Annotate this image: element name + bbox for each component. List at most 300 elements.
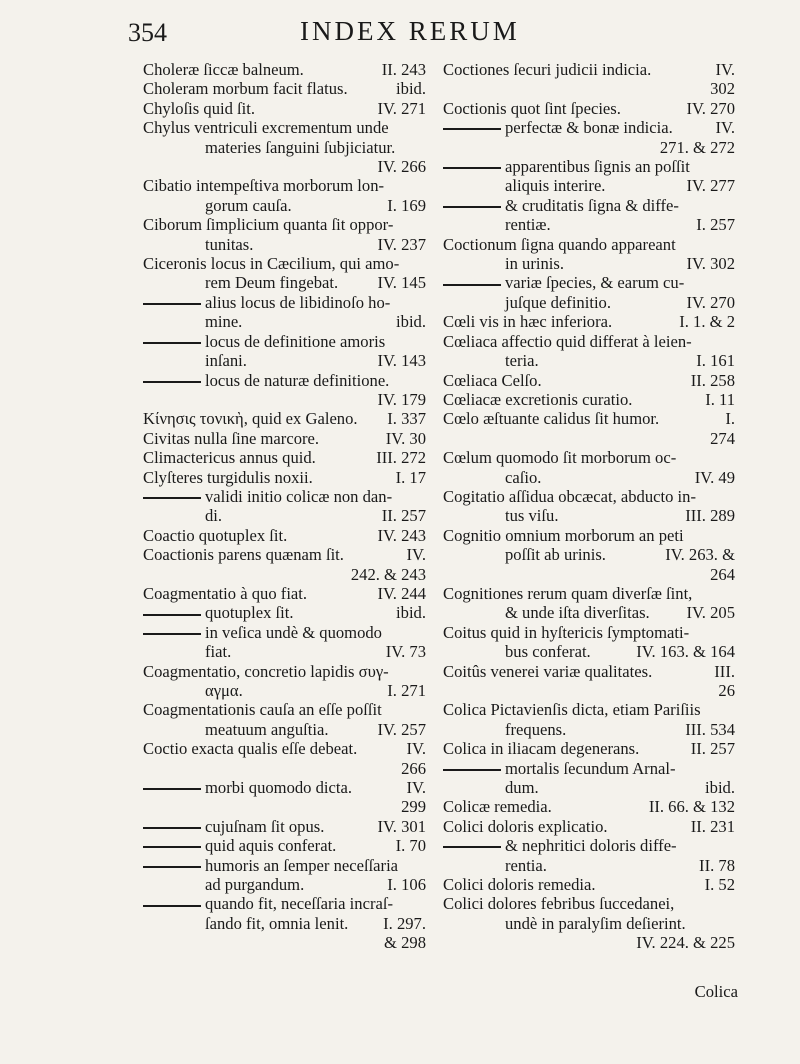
entry-text bbox=[143, 215, 393, 234]
entry-line bbox=[443, 351, 735, 370]
entry-label: Cœliaca affectio quid differat à leien- bbox=[443, 331, 692, 351]
ditto-dash bbox=[443, 284, 501, 286]
entry-line bbox=[443, 623, 735, 642]
entry-text bbox=[505, 176, 605, 195]
ditto-dash bbox=[143, 342, 201, 344]
entry-line bbox=[143, 429, 426, 448]
entry-line bbox=[143, 409, 426, 428]
index-entry bbox=[143, 817, 426, 836]
entry-text bbox=[143, 603, 294, 622]
entry-line bbox=[143, 875, 426, 894]
entry-line bbox=[143, 700, 426, 719]
index-entry bbox=[143, 371, 426, 410]
entry-text bbox=[143, 623, 382, 642]
index-entry bbox=[143, 836, 426, 855]
entry-label: rentiæ. bbox=[505, 215, 551, 235]
entry-label: in veſica undè & quomodo bbox=[205, 622, 382, 642]
entry-label: gorum cauſa. bbox=[205, 195, 292, 215]
index-entry bbox=[443, 875, 735, 894]
index-entry bbox=[143, 739, 426, 778]
entry-text bbox=[205, 312, 242, 331]
page-reference: II. 257 bbox=[690, 739, 735, 759]
entry-line bbox=[443, 99, 735, 118]
page-reference: 299 bbox=[401, 797, 426, 817]
index-entry bbox=[443, 526, 735, 584]
entry-line bbox=[143, 603, 426, 622]
page-reference: I. 297. bbox=[383, 913, 426, 933]
entry-text bbox=[443, 99, 621, 118]
entry-label: Coctionis quot ſint ſpecies. bbox=[443, 98, 621, 118]
entry-line bbox=[143, 390, 426, 409]
page-number: 354 bbox=[128, 18, 167, 47]
entry-line bbox=[143, 468, 426, 487]
index-entry bbox=[443, 836, 735, 875]
entry-line bbox=[143, 448, 426, 467]
entry-line bbox=[443, 371, 735, 390]
index-entry bbox=[443, 371, 735, 390]
entry-text bbox=[505, 293, 611, 312]
entry-label: Cœliaca Celſo. bbox=[443, 370, 542, 390]
page-reference: I. 257 bbox=[696, 215, 735, 235]
entry-text bbox=[443, 817, 608, 836]
entry-line bbox=[143, 739, 426, 758]
entry-text bbox=[143, 739, 357, 758]
page-reference: 274 bbox=[710, 428, 735, 448]
page-reference: I. 11 bbox=[705, 389, 735, 409]
entry-text bbox=[443, 371, 542, 390]
entry-label: validi initio colicæ non dan- bbox=[205, 486, 393, 506]
entry-label: Cœli vis in hæc inferiora. bbox=[443, 312, 613, 332]
entry-label: bus conferat. bbox=[505, 642, 591, 662]
page-reference: IV. 257 bbox=[377, 719, 426, 739]
entry-line bbox=[443, 565, 735, 584]
page-reference: IV. bbox=[715, 118, 735, 138]
entry-label: Coagmentatio à quo fiat. bbox=[143, 583, 308, 603]
entry-text bbox=[143, 99, 255, 118]
entry-text bbox=[205, 681, 243, 700]
entry-line bbox=[443, 215, 735, 234]
entry-line bbox=[443, 254, 735, 273]
entry-label: di. bbox=[205, 506, 223, 526]
index-entry bbox=[443, 390, 735, 409]
entry-line bbox=[143, 176, 426, 195]
entry-label: apparentibus ſignis an poſſit bbox=[505, 157, 690, 177]
entry-line bbox=[143, 545, 426, 564]
entry-text bbox=[143, 429, 319, 448]
entry-text bbox=[143, 293, 390, 312]
entry-label: tunitas. bbox=[205, 234, 254, 254]
entry-line bbox=[143, 351, 426, 370]
entry-line bbox=[443, 739, 735, 758]
page-reference: & 298 bbox=[384, 933, 426, 953]
page-header bbox=[0, 14, 800, 50]
entry-line bbox=[443, 856, 735, 875]
entry-text bbox=[443, 797, 552, 816]
page-reference: I. 1. & 2 bbox=[679, 312, 735, 332]
entry-text bbox=[143, 79, 348, 98]
index-entry bbox=[143, 700, 426, 739]
entry-label: Colici doloris explicatio. bbox=[443, 816, 608, 836]
entry-line bbox=[143, 817, 426, 836]
entry-text bbox=[205, 914, 348, 933]
index-entry bbox=[443, 448, 735, 487]
entry-text bbox=[205, 273, 338, 292]
entry-line bbox=[443, 759, 735, 778]
page-reference: IV. 143 bbox=[377, 351, 426, 371]
entry-line bbox=[443, 390, 735, 409]
ditto-dash bbox=[143, 788, 201, 790]
entry-text bbox=[505, 720, 566, 739]
entry-label: Coctiones ſecuri judicii indicia. bbox=[443, 60, 652, 79]
entry-text bbox=[505, 351, 539, 370]
entry-text bbox=[443, 60, 651, 79]
index-entry bbox=[143, 254, 426, 293]
entry-label: Colica in iliacam degenerans. bbox=[443, 739, 640, 759]
entry-line bbox=[443, 603, 735, 622]
entry-label: variæ ſpecies, & earum cu- bbox=[505, 273, 685, 293]
entry-label: Coactionis parens quænam ſit. bbox=[143, 545, 344, 565]
entry-text bbox=[505, 778, 539, 797]
index-entry bbox=[443, 409, 735, 448]
entry-line bbox=[143, 254, 426, 273]
entry-text bbox=[505, 506, 558, 525]
entry-label: Colici doloris remedia. bbox=[443, 875, 596, 895]
entry-label: Clyſteres turgidulis noxii. bbox=[143, 467, 313, 487]
entry-label: quid aquis conferat. bbox=[205, 836, 337, 856]
entry-text bbox=[443, 526, 684, 545]
page-reference: IV. 270 bbox=[686, 98, 735, 118]
page-reference: IV. bbox=[406, 739, 426, 759]
index-entry bbox=[443, 584, 735, 623]
entry-text bbox=[205, 720, 329, 739]
index-entry bbox=[143, 468, 426, 487]
page-reference: IV. bbox=[715, 60, 735, 79]
entry-text bbox=[143, 526, 287, 545]
entry-line bbox=[143, 273, 426, 292]
entry-text bbox=[505, 914, 686, 933]
index-entry bbox=[443, 235, 735, 274]
index-entry bbox=[443, 157, 735, 196]
entry-label: & cruditatis ſigna & diffe- bbox=[505, 195, 679, 215]
page-reference: IV. 145 bbox=[377, 273, 426, 293]
entry-label: frequens. bbox=[505, 719, 567, 739]
page-reference: 266 bbox=[401, 758, 426, 778]
entry-line bbox=[443, 642, 735, 661]
entry-label: teria. bbox=[505, 351, 539, 371]
index-entry bbox=[143, 603, 426, 622]
entry-line bbox=[443, 409, 735, 428]
page-reference: 302 bbox=[710, 79, 735, 99]
page-reference: III. bbox=[714, 661, 735, 681]
index-entry bbox=[443, 700, 735, 739]
entry-text bbox=[505, 856, 547, 875]
page-reference: 264 bbox=[710, 564, 735, 584]
entry-line bbox=[143, 99, 426, 118]
index-entry bbox=[143, 894, 426, 952]
index-entry bbox=[143, 662, 426, 701]
index-entry bbox=[143, 584, 426, 603]
entry-text bbox=[205, 235, 253, 254]
page-reference: I. 52 bbox=[704, 875, 735, 895]
entry-line bbox=[143, 526, 426, 545]
page-reference: I. 70 bbox=[395, 836, 426, 856]
running-title: INDEX RERUM bbox=[300, 16, 520, 46]
entry-line bbox=[143, 856, 426, 875]
entry-line bbox=[443, 79, 735, 98]
index-entry bbox=[443, 739, 735, 758]
ditto-dash bbox=[143, 827, 201, 829]
entry-line bbox=[143, 371, 426, 390]
ditto-dash bbox=[143, 303, 201, 305]
entry-label: & nephritici doloris diffe- bbox=[505, 836, 677, 856]
page-reference: I. 169 bbox=[387, 195, 426, 215]
entry-text bbox=[443, 739, 639, 758]
entry-label: Ciborum ſimplicium quanta ſit oppor- bbox=[143, 215, 394, 235]
page-reference: IV. 243 bbox=[377, 525, 426, 545]
entry-text bbox=[143, 332, 385, 351]
ditto-dash bbox=[143, 905, 201, 907]
entry-label: Coctionum ſigna quando appareant bbox=[443, 234, 676, 254]
page-reference: IV. bbox=[406, 778, 426, 798]
entry-line bbox=[143, 914, 426, 933]
page-reference: IV. 270 bbox=[686, 292, 735, 312]
entry-label: Choleræ ſiccæ balneum. bbox=[143, 60, 304, 79]
entry-text bbox=[143, 817, 324, 836]
entry-line bbox=[143, 836, 426, 855]
index-entry bbox=[143, 409, 426, 428]
entry-text bbox=[205, 642, 231, 661]
entry-label: tus viſu. bbox=[505, 506, 559, 526]
page-reference: II. 231 bbox=[690, 816, 735, 836]
entry-label: Coitus quid in hyſtericis ſymptomati- bbox=[443, 622, 690, 642]
entry-line bbox=[443, 914, 735, 933]
index-entry bbox=[443, 312, 735, 331]
entry-label: caſio. bbox=[505, 467, 542, 487]
entry-line bbox=[443, 720, 735, 739]
entry-text bbox=[205, 506, 222, 525]
entry-line bbox=[143, 565, 426, 584]
entry-line bbox=[143, 235, 426, 254]
page-reference: IV. 205 bbox=[686, 603, 735, 623]
ditto-dash bbox=[143, 633, 201, 635]
entry-text bbox=[143, 468, 313, 487]
page-reference: IV. 224. & 225 bbox=[636, 933, 735, 953]
page-reference: III. 534 bbox=[685, 719, 735, 739]
ditto-dash bbox=[143, 497, 201, 499]
index-entry bbox=[143, 332, 426, 371]
entry-text bbox=[505, 215, 551, 234]
entry-line bbox=[443, 273, 735, 292]
entry-label: Coagmentationis cauſa an eſſe poſſit bbox=[143, 700, 382, 720]
index-entry bbox=[143, 526, 426, 545]
entry-label: Colicæ remedia. bbox=[443, 797, 552, 817]
entry-label: locus de naturæ definitione. bbox=[205, 370, 390, 390]
entry-label: Cognitiones rerum quam diverſæ ſint, bbox=[443, 583, 693, 603]
page-reference: I. 106 bbox=[387, 875, 426, 895]
entry-label: inſani. bbox=[205, 351, 247, 371]
index-entry bbox=[143, 293, 426, 332]
page-reference: I. 271 bbox=[387, 681, 426, 700]
page-reference: IV. 301 bbox=[377, 816, 426, 836]
page-reference: II. 66. & 132 bbox=[648, 797, 735, 817]
entry-text bbox=[443, 894, 674, 913]
page-reference: I. bbox=[725, 409, 735, 429]
entry-label: perfectæ & bonæ indicia. bbox=[505, 118, 673, 138]
entry-line bbox=[443, 506, 735, 525]
entry-line bbox=[143, 196, 426, 215]
entry-line bbox=[443, 448, 735, 467]
entry-line bbox=[443, 196, 735, 215]
page-reference: IV. 73 bbox=[385, 642, 426, 662]
entry-label: Chyloſis quid ſit. bbox=[143, 98, 256, 118]
entry-line bbox=[443, 176, 735, 195]
entry-text bbox=[443, 759, 676, 778]
entry-line bbox=[443, 526, 735, 545]
entry-line bbox=[443, 797, 735, 816]
entry-line bbox=[443, 312, 735, 331]
page-reference: IV. 263. & bbox=[665, 545, 735, 565]
entry-line bbox=[143, 797, 426, 816]
entry-text bbox=[443, 487, 696, 506]
entry-label: Cœlo æſtuante calidus ſit humor. bbox=[443, 409, 660, 429]
index-entry bbox=[443, 623, 735, 662]
page-reference: III. 289 bbox=[685, 506, 735, 526]
ditto-dash bbox=[443, 128, 501, 130]
entry-text bbox=[143, 60, 304, 79]
entry-text bbox=[443, 623, 689, 642]
index-entry bbox=[443, 332, 735, 371]
entry-text bbox=[443, 118, 673, 137]
entry-line bbox=[443, 138, 735, 157]
entry-line bbox=[143, 584, 426, 603]
entry-label: rem Deum fingebat. bbox=[205, 273, 339, 293]
entry-text bbox=[443, 312, 612, 331]
entry-line bbox=[143, 312, 426, 331]
page-reference: I. 337 bbox=[387, 409, 426, 429]
entry-label: Cœliacæ excretionis curatio. bbox=[443, 389, 633, 409]
entry-text bbox=[443, 390, 632, 409]
entry-label: dum. bbox=[505, 778, 539, 798]
index-entry bbox=[143, 623, 426, 662]
entry-text bbox=[505, 545, 606, 564]
entry-line bbox=[143, 487, 426, 506]
entry-text bbox=[205, 351, 247, 370]
ditto-dash bbox=[443, 846, 501, 848]
page-reference: IV. 266 bbox=[377, 157, 426, 177]
entry-line bbox=[443, 60, 735, 79]
index-entry bbox=[443, 894, 735, 952]
entry-label: Cognitio omnium morborum an peti bbox=[443, 525, 684, 545]
entry-text bbox=[443, 875, 596, 894]
entry-text bbox=[143, 894, 393, 913]
entry-label: ſando fit, omnia lenit. bbox=[205, 913, 349, 933]
entry-text bbox=[143, 836, 336, 855]
entry-label: humoris an ſemper neceſſaria bbox=[205, 855, 399, 875]
index-entry bbox=[443, 759, 735, 798]
page-reference: IV. 302 bbox=[686, 254, 735, 274]
page-reference: IV. 163. & 164 bbox=[636, 642, 735, 662]
entry-line bbox=[443, 875, 735, 894]
entry-text bbox=[505, 468, 541, 487]
page-reference: IV. 277 bbox=[686, 176, 735, 196]
entry-text bbox=[205, 875, 304, 894]
entry-line bbox=[143, 118, 426, 137]
entry-label: Civitas nulla ſine marcore. bbox=[143, 428, 320, 448]
index-entry bbox=[143, 176, 426, 215]
entry-line bbox=[443, 662, 735, 681]
page-reference: 242. & 243 bbox=[350, 564, 426, 584]
entry-line bbox=[143, 894, 426, 913]
index-entry bbox=[143, 545, 426, 584]
index-entry bbox=[143, 429, 426, 448]
page-reference: IV. 30 bbox=[385, 428, 426, 448]
entry-label: aliquis interire. bbox=[505, 176, 606, 196]
page-reference: II. 257 bbox=[381, 506, 426, 526]
entry-label: Choleram morbum facit flatus. bbox=[143, 79, 348, 99]
entry-text bbox=[443, 196, 679, 215]
page-reference: 26 bbox=[718, 681, 735, 700]
entry-text bbox=[443, 448, 676, 467]
page-reference: IV. bbox=[406, 545, 426, 565]
entry-label: alius locus de libidinoſo ho- bbox=[205, 292, 391, 312]
entry-text bbox=[143, 448, 316, 467]
page-reference: I. 161 bbox=[696, 351, 735, 371]
entry-line bbox=[443, 545, 735, 564]
entry-line bbox=[143, 60, 426, 79]
entry-text bbox=[143, 662, 389, 681]
entry-label: Chylus ventriculi excrementum unde bbox=[143, 118, 389, 138]
entry-text bbox=[443, 235, 676, 254]
index-entry bbox=[143, 118, 426, 176]
entry-line bbox=[443, 468, 735, 487]
index-entry bbox=[443, 118, 735, 157]
entry-line bbox=[443, 933, 735, 952]
entry-line bbox=[143, 332, 426, 351]
entry-label: & unde iſta diverſitas. bbox=[505, 603, 650, 623]
entry-label: ad purgandum. bbox=[205, 875, 305, 895]
entry-text bbox=[443, 157, 690, 176]
entry-text bbox=[505, 603, 650, 622]
entry-line bbox=[143, 933, 426, 952]
entry-label: Coagmentatio, concretio lapidis συγ- bbox=[143, 661, 389, 681]
entry-line bbox=[143, 157, 426, 176]
entry-label: locus de definitione amoris bbox=[205, 331, 386, 351]
entry-label: Coctio exacta qualis eſſe debeat. bbox=[143, 739, 358, 759]
entry-label: mine. bbox=[205, 312, 243, 332]
entry-label: materies ſanguini ſubjiciatur. bbox=[205, 137, 396, 157]
entry-label: mortalis ſecundum Arnal- bbox=[505, 758, 676, 778]
entry-label: Κίνησις τονικὴ, quid ex Galeno. bbox=[143, 409, 358, 429]
entry-line bbox=[443, 584, 735, 603]
index-entry bbox=[443, 273, 735, 312]
index-entry bbox=[143, 856, 426, 895]
ditto-dash bbox=[443, 206, 501, 208]
entry-label: poſſit ab urinis. bbox=[505, 545, 606, 565]
entry-line bbox=[143, 506, 426, 525]
entry-line bbox=[443, 293, 735, 312]
index-entry bbox=[443, 99, 735, 118]
ditto-dash bbox=[143, 381, 201, 383]
ditto-dash bbox=[443, 167, 501, 169]
entry-label: morbi quomodo dicta. bbox=[205, 778, 353, 798]
page-reference: ibid. bbox=[396, 312, 426, 332]
entry-label: Coactio quotuplex ſit. bbox=[143, 525, 288, 545]
index-entry bbox=[143, 60, 426, 79]
left-column bbox=[143, 60, 426, 953]
entry-line bbox=[143, 759, 426, 778]
entry-label: Cogitatio aſſidua obcæcat, abducto in- bbox=[443, 486, 696, 506]
entry-line bbox=[143, 662, 426, 681]
